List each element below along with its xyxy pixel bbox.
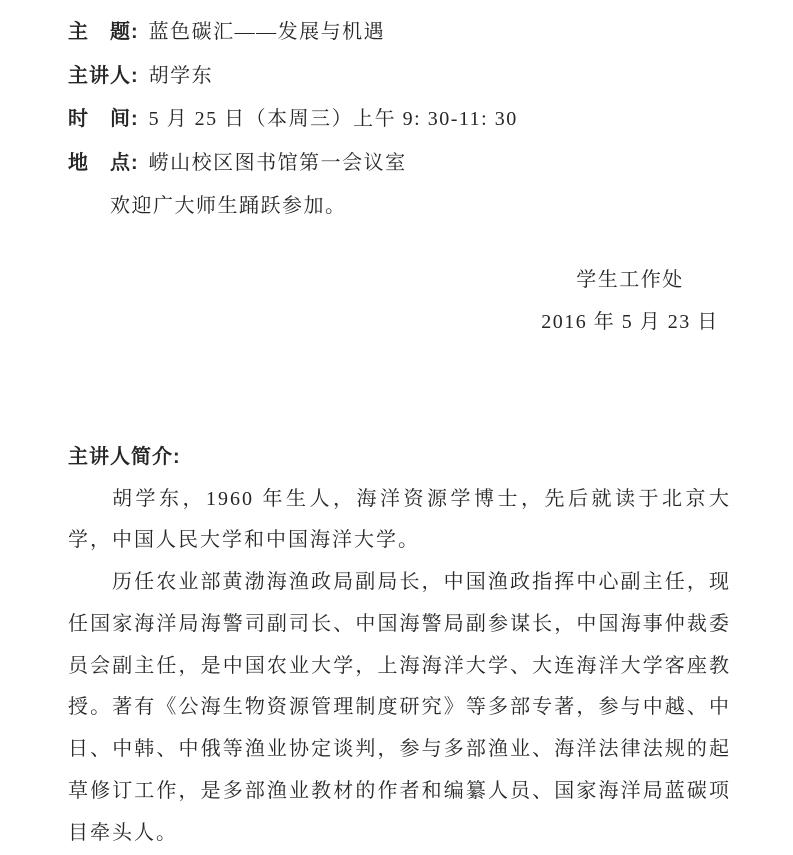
- lecture-info-block: [68, 11, 731, 229]
- info-line-time: [68, 98, 731, 142]
- signature-org: 学生工作处: [576, 268, 684, 291]
- signature-block: [515, 259, 745, 343]
- info-line-topic: [68, 11, 731, 55]
- signature-date: 2016 年 5 月 23 日: [541, 310, 719, 333]
- location-value: 崂山校区图书馆第一会议室: [148, 151, 407, 174]
- bio-heading: 主讲人简介:: [68, 445, 181, 468]
- info-line-speaker: [68, 55, 731, 99]
- speaker-label: 主讲人:: [68, 64, 139, 87]
- topic-value: 蓝色碳汇——发展与机遇: [148, 21, 386, 43]
- info-line-location: [68, 142, 731, 186]
- time-label: 时 间:: [68, 108, 139, 130]
- bio-section: [68, 435, 731, 855]
- time-value: 5 月 25 日（本周三）上午 9: 30-11: 30: [148, 108, 518, 130]
- bio-paragraph: 历任农业部黄渤海渔政局副局长，中国渔政指挥中心副主任，现任国家海洋局海警司副司长、中国海警局副参谋长，中国海事仲裁委员会副主任，是中国农业大学，上海海洋大学、大连海洋大学客座教授。著有《公海生物资源管理制度研究》等多部专著，参与中越、中日、中韩、中俄等渔业协定谈判，参与多部渔业、海洋法律法规的起草修订工作，是多部渔业教材的作者和编纂人员、国家海洋局蓝碳项目牵头人。: [68, 571, 731, 844]
- topic-label: 主 题:: [68, 21, 139, 43]
- location-label: 地 点:: [68, 151, 139, 174]
- welcome-line: 欢迎广大师生踊跃参加。: [110, 195, 347, 217]
- bio-paragraph: 胡学东，1960 年生人，海洋资源学博士，先后就读于北京大学，中国人民大学和中国海洋大学。: [68, 487, 731, 552]
- speaker-value: 胡学东: [148, 64, 214, 87]
